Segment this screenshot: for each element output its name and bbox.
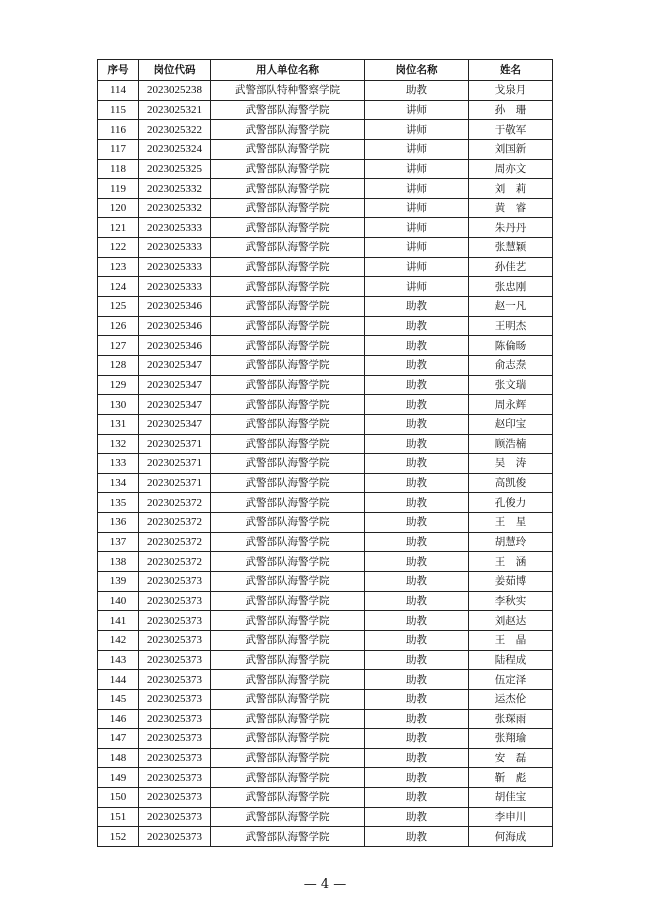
cell-index: 145 [98, 689, 139, 709]
cell-name: 赵一凡 [469, 297, 553, 317]
header-employer: 用人单位名称 [211, 60, 365, 81]
cell-employer: 武警部队海警学院 [211, 552, 365, 572]
table-row [98, 395, 553, 415]
table-row [98, 414, 553, 434]
cell-employer: 武警部队海警学院 [211, 611, 365, 631]
cell-position-name: 助教 [365, 414, 469, 434]
cell-employer: 武警部队海警学院 [211, 139, 365, 159]
cell-position-name: 助教 [365, 807, 469, 827]
cell-position-name: 助教 [365, 689, 469, 709]
cell-index: 124 [98, 277, 139, 297]
cell-position-name: 助教 [365, 788, 469, 808]
cell-employer: 武警部队海警学院 [211, 159, 365, 179]
cell-index: 143 [98, 650, 139, 670]
cell-position-name: 助教 [365, 748, 469, 768]
cell-position-name: 助教 [365, 355, 469, 375]
cell-employer: 武警部队海警学院 [211, 572, 365, 592]
cell-employer: 武警部队海警学院 [211, 316, 365, 336]
table-row [98, 238, 553, 258]
cell-employer: 武警部队海警学院 [211, 532, 365, 552]
cell-position-code: 2023025332 [139, 179, 211, 199]
cell-position-name: 助教 [365, 709, 469, 729]
cell-name: 安 磊 [469, 748, 553, 768]
cell-position-code: 2023025373 [139, 689, 211, 709]
table-header-row [98, 60, 553, 81]
cell-name: 王 涵 [469, 552, 553, 572]
cell-employer: 武警部队海警学院 [211, 355, 365, 375]
table-row [98, 788, 553, 808]
cell-index: 133 [98, 454, 139, 474]
cell-employer: 武警部队海警学院 [211, 689, 365, 709]
cell-name: 刘赵达 [469, 611, 553, 631]
cell-index: 134 [98, 473, 139, 493]
cell-name: 胡佳宝 [469, 788, 553, 808]
cell-index: 139 [98, 572, 139, 592]
table-row [98, 218, 553, 238]
cell-name: 靳 彪 [469, 768, 553, 788]
table-row [98, 277, 553, 297]
cell-position-code: 2023025372 [139, 532, 211, 552]
table-row [98, 552, 553, 572]
cell-index: 137 [98, 532, 139, 552]
table-row [98, 434, 553, 454]
cell-name: 赵印宝 [469, 414, 553, 434]
table-row [98, 630, 553, 650]
cell-employer: 武警部队海警学院 [211, 788, 365, 808]
cell-position-name: 讲师 [365, 277, 469, 297]
cell-index: 118 [98, 159, 139, 179]
cell-index: 117 [98, 139, 139, 159]
table-row [98, 768, 553, 788]
cell-index: 138 [98, 552, 139, 572]
cell-employer: 武警部队海警学院 [211, 414, 365, 434]
cell-position-name: 助教 [365, 827, 469, 847]
cell-position-code: 2023025373 [139, 748, 211, 768]
cell-index: 119 [98, 179, 139, 199]
header-index: 序号 [98, 60, 139, 81]
cell-employer: 武警部队海警学院 [211, 218, 365, 238]
cell-position-code: 2023025372 [139, 552, 211, 572]
cell-position-code: 2023025371 [139, 454, 211, 474]
cell-index: 132 [98, 434, 139, 454]
table-row [98, 297, 553, 317]
cell-index: 127 [98, 336, 139, 356]
cell-employer: 武警部队海警学院 [211, 336, 365, 356]
cell-name: 高凯俊 [469, 473, 553, 493]
cell-index: 120 [98, 198, 139, 218]
cell-position-code: 2023025373 [139, 788, 211, 808]
table-row [98, 729, 553, 749]
cell-position-name: 助教 [365, 81, 469, 101]
recruitment-list-table [97, 59, 553, 847]
cell-position-name: 助教 [365, 650, 469, 670]
cell-position-name: 助教 [365, 532, 469, 552]
table-row [98, 139, 553, 159]
table-row [98, 316, 553, 336]
table-row [98, 198, 553, 218]
cell-name: 朱丹丹 [469, 218, 553, 238]
cell-position-code: 2023025373 [139, 807, 211, 827]
cell-name: 顾浩楠 [469, 434, 553, 454]
table-row [98, 532, 553, 552]
cell-name: 于敬军 [469, 120, 553, 140]
table-row [98, 257, 553, 277]
table-row [98, 120, 553, 140]
cell-position-code: 2023025371 [139, 434, 211, 454]
header-name: 姓名 [469, 60, 553, 81]
cell-index: 116 [98, 120, 139, 140]
cell-index: 152 [98, 827, 139, 847]
cell-position-code: 2023025373 [139, 611, 211, 631]
cell-index: 122 [98, 238, 139, 258]
cell-index: 147 [98, 729, 139, 749]
cell-employer: 武警部队海警学院 [211, 277, 365, 297]
cell-position-name: 讲师 [365, 238, 469, 258]
table-row [98, 81, 553, 101]
table-row [98, 591, 553, 611]
cell-name: 刘国新 [469, 139, 553, 159]
cell-position-name: 讲师 [365, 179, 469, 199]
table-row [98, 493, 553, 513]
cell-position-code: 2023025333 [139, 238, 211, 258]
cell-employer: 武警部队海警学院 [211, 670, 365, 690]
cell-index: 123 [98, 257, 139, 277]
cell-name: 何海成 [469, 827, 553, 847]
table-row [98, 611, 553, 631]
cell-index: 144 [98, 670, 139, 690]
cell-position-name: 助教 [365, 630, 469, 650]
cell-employer: 武警部队海警学院 [211, 179, 365, 199]
cell-name: 张翔瑜 [469, 729, 553, 749]
cell-employer: 武警部队海警学院 [211, 257, 365, 277]
cell-name: 运杰伦 [469, 689, 553, 709]
table-row [98, 709, 553, 729]
cell-position-name: 助教 [365, 493, 469, 513]
cell-employer: 武警部队海警学院 [211, 395, 365, 415]
cell-employer: 武警部队海警学院 [211, 591, 365, 611]
cell-employer: 武警部队海警学院 [211, 493, 365, 513]
cell-position-code: 2023025373 [139, 768, 211, 788]
cell-name: 李申川 [469, 807, 553, 827]
cell-position-name: 助教 [365, 473, 469, 493]
cell-name: 周亦文 [469, 159, 553, 179]
cell-index: 126 [98, 316, 139, 336]
cell-position-code: 2023025373 [139, 572, 211, 592]
cell-employer: 武警部队海警学院 [211, 768, 365, 788]
cell-name: 孔俊力 [469, 493, 553, 513]
cell-index: 149 [98, 768, 139, 788]
cell-employer: 武警部队海警学院 [211, 120, 365, 140]
cell-position-name: 讲师 [365, 100, 469, 120]
cell-name: 张慧颖 [469, 238, 553, 258]
cell-employer: 武警部队海警学院 [211, 513, 365, 533]
table-row [98, 807, 553, 827]
header-position-code: 岗位代码 [139, 60, 211, 81]
cell-position-name: 助教 [365, 513, 469, 533]
cell-position-code: 2023025347 [139, 375, 211, 395]
table-row [98, 513, 553, 533]
cell-position-code: 2023025321 [139, 100, 211, 120]
cell-name: 黄 睿 [469, 198, 553, 218]
cell-name: 陈倫旸 [469, 336, 553, 356]
table-row [98, 375, 553, 395]
header-position-name: 岗位名称 [365, 60, 469, 81]
cell-position-name: 助教 [365, 591, 469, 611]
cell-index: 130 [98, 395, 139, 415]
cell-employer: 武警部队海警学院 [211, 650, 365, 670]
cell-name: 李秋实 [469, 591, 553, 611]
cell-name: 王 晶 [469, 630, 553, 650]
cell-employer: 武警部队海警学院 [211, 198, 365, 218]
cell-employer: 武警部队海警学院 [211, 100, 365, 120]
cell-name: 张琛雨 [469, 709, 553, 729]
cell-position-name: 助教 [365, 552, 469, 572]
cell-name: 胡慧玲 [469, 532, 553, 552]
cell-name: 王 星 [469, 513, 553, 533]
cell-position-code: 2023025371 [139, 473, 211, 493]
cell-position-code: 2023025347 [139, 355, 211, 375]
cell-name: 孙 珊 [469, 100, 553, 120]
cell-position-code: 2023025372 [139, 513, 211, 533]
cell-name: 伍定泽 [469, 670, 553, 690]
cell-employer: 武警部队海警学院 [211, 748, 365, 768]
table-row [98, 159, 553, 179]
cell-position-code: 2023025373 [139, 591, 211, 611]
cell-name: 刘 莉 [469, 179, 553, 199]
table-row [98, 689, 553, 709]
cell-position-name: 助教 [365, 395, 469, 415]
cell-position-code: 2023025347 [139, 395, 211, 415]
table-row [98, 572, 553, 592]
cell-position-code: 2023025333 [139, 277, 211, 297]
cell-index: 135 [98, 493, 139, 513]
cell-index: 148 [98, 748, 139, 768]
cell-employer: 武警部队海警学院 [211, 375, 365, 395]
cell-position-code: 2023025324 [139, 139, 211, 159]
cell-name: 张文瑞 [469, 375, 553, 395]
cell-employer: 武警部队海警学院 [211, 473, 365, 493]
table-row [98, 670, 553, 690]
cell-index: 140 [98, 591, 139, 611]
cell-employer: 武警部队海警学院 [211, 827, 365, 847]
cell-name: 俞志焘 [469, 355, 553, 375]
cell-position-code: 2023025346 [139, 336, 211, 356]
cell-employer: 武警部队海警学院 [211, 807, 365, 827]
cell-employer: 武警部队海警学院 [211, 238, 365, 258]
cell-employer: 武警部队海警学院 [211, 729, 365, 749]
cell-position-code: 2023025332 [139, 198, 211, 218]
table-row [98, 454, 553, 474]
cell-index: 150 [98, 788, 139, 808]
cell-index: 129 [98, 375, 139, 395]
cell-position-name: 助教 [365, 316, 469, 336]
cell-position-code: 2023025372 [139, 493, 211, 513]
cell-index: 146 [98, 709, 139, 729]
cell-index: 136 [98, 513, 139, 533]
cell-name: 戈泉月 [469, 81, 553, 101]
table-row [98, 355, 553, 375]
cell-position-code: 2023025373 [139, 827, 211, 847]
table-row [98, 179, 553, 199]
cell-employer: 武警部队特种警察学院 [211, 81, 365, 101]
table-row [98, 748, 553, 768]
cell-index: 131 [98, 414, 139, 434]
cell-position-code: 2023025325 [139, 159, 211, 179]
cell-name: 姜茹博 [469, 572, 553, 592]
table-row [98, 336, 553, 356]
cell-name: 陆程成 [469, 650, 553, 670]
cell-position-code: 2023025333 [139, 257, 211, 277]
cell-position-code: 2023025322 [139, 120, 211, 140]
cell-index: 121 [98, 218, 139, 238]
cell-position-name: 助教 [365, 375, 469, 395]
cell-position-name: 助教 [365, 454, 469, 474]
cell-position-code: 2023025346 [139, 316, 211, 336]
cell-employer: 武警部队海警学院 [211, 709, 365, 729]
cell-position-name: 助教 [365, 670, 469, 690]
cell-name: 张忠刚 [469, 277, 553, 297]
cell-index: 128 [98, 355, 139, 375]
cell-index: 142 [98, 630, 139, 650]
cell-position-name: 助教 [365, 336, 469, 356]
cell-position-name: 讲师 [365, 257, 469, 277]
cell-position-code: 2023025333 [139, 218, 211, 238]
cell-position-name: 助教 [365, 434, 469, 454]
cell-employer: 武警部队海警学院 [211, 454, 365, 474]
cell-position-name: 讲师 [365, 120, 469, 140]
cell-position-code: 2023025373 [139, 650, 211, 670]
table-row [98, 827, 553, 847]
cell-position-code: 2023025373 [139, 729, 211, 749]
page-number: — 4 — [303, 877, 347, 892]
cell-index: 114 [98, 81, 139, 101]
cell-position-name: 讲师 [365, 139, 469, 159]
cell-position-name: 助教 [365, 729, 469, 749]
cell-index: 115 [98, 100, 139, 120]
table-row [98, 100, 553, 120]
cell-name: 孙佳艺 [469, 257, 553, 277]
cell-position-name: 讲师 [365, 198, 469, 218]
cell-position-name: 助教 [365, 768, 469, 788]
cell-position-name: 讲师 [365, 159, 469, 179]
cell-position-code: 2023025373 [139, 709, 211, 729]
cell-position-code: 2023025238 [139, 81, 211, 101]
cell-employer: 武警部队海警学院 [211, 434, 365, 454]
table-body [98, 81, 553, 847]
cell-name: 吴 涛 [469, 454, 553, 474]
cell-employer: 武警部队海警学院 [211, 297, 365, 317]
cell-employer: 武警部队海警学院 [211, 630, 365, 650]
cell-position-name: 讲师 [365, 218, 469, 238]
cell-position-name: 助教 [365, 297, 469, 317]
table-row [98, 650, 553, 670]
cell-index: 125 [98, 297, 139, 317]
cell-index: 151 [98, 807, 139, 827]
cell-name: 王明杰 [469, 316, 553, 336]
cell-position-name: 助教 [365, 611, 469, 631]
cell-position-name: 助教 [365, 572, 469, 592]
cell-position-code: 2023025347 [139, 414, 211, 434]
cell-name: 周永辉 [469, 395, 553, 415]
cell-position-code: 2023025373 [139, 670, 211, 690]
cell-position-code: 2023025373 [139, 630, 211, 650]
table-row [98, 473, 553, 493]
cell-position-code: 2023025346 [139, 297, 211, 317]
cell-index: 141 [98, 611, 139, 631]
